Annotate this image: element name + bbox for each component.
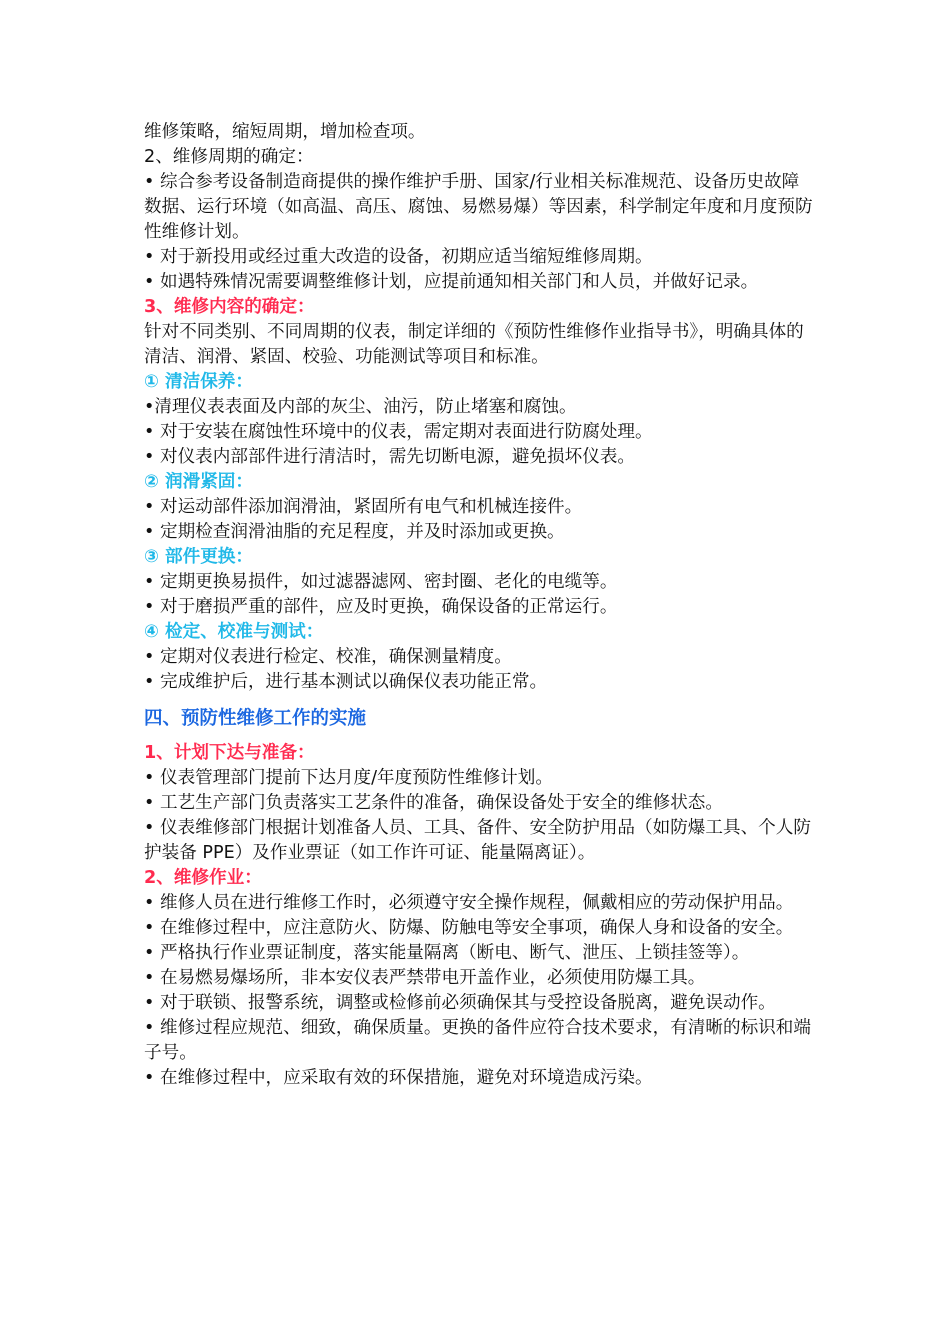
bullet-item: • 对于安装在腐蚀性环境中的仪表，需定期对表面进行防腐处理。: [144, 422, 653, 442]
document-page: [144, 120, 814, 1091]
bullet-item: • 定期对仪表进行检定、校准，确保测量精度。: [144, 647, 512, 667]
bullet-item: •清理仪表表面及内部的灰尘、油污，防止堵塞和腐蚀。: [144, 397, 577, 417]
subsection-heading-plan: 1、计划下达与准备：: [144, 743, 315, 763]
item-heading-calibration: ④ 检定、校准与测试：: [144, 622, 324, 642]
bullet-item: • 仪表维修部门根据计划准备人员、工具、备件、安全防护用品（如防爆工具、个人防护装备 PPE）及作业票证（如工作许可证、能量隔离证）。: [144, 818, 811, 863]
paragraph-text: 维修策略，缩短周期，增加检查项。: [144, 122, 426, 142]
bullet-item: • 定期检查润滑油脂的充足程度，并及时添加或更换。: [144, 522, 565, 542]
bullet-item: • 严格执行作业票证制度，落实能量隔离（断电、断气、泄压、上锁挂签等）。: [144, 943, 750, 963]
bullet-item: • 对于新投用或经过重大改造的设备，初期应适当缩短维修周期。: [144, 247, 653, 267]
paragraph-text: 针对不同类别、不同周期的仪表，制定详细的《预防性维修作业指导书》，明确具体的清洁、润滑、紧固、校验、功能测试等项目和标准。: [144, 322, 804, 367]
subsection-heading-work: 2、维修作业：: [144, 868, 262, 888]
bullet-item: • 对仪表内部部件进行清洁时，需先切断电源，避免损坏仪表。: [144, 447, 636, 467]
subsection-heading-maintenance-content: 3、维修内容的确定：: [144, 297, 315, 317]
bullet-item: • 维修过程应规范、细致，确保质量。更换的备件应符合技术要求，有清晰的标识和端子号。: [144, 1018, 811, 1063]
section-heading-implementation: 四、预防性维修工作的实施: [144, 708, 367, 729]
bullet-item: • 如遇特殊情况需要调整维修计划，应提前通知相关部门和人员，并做好记录。: [144, 272, 759, 292]
subsection-heading-maintenance-cycle: 2、维修周期的确定：: [144, 147, 314, 167]
item-heading-cleaning: ① 清洁保养：: [144, 372, 253, 392]
bullet-item: • 完成维护后，进行基本测试以确保仪表功能正常。: [144, 672, 548, 692]
bullet-item: • 综合参考设备制造商提供的操作维护手册、国家/行业相关标准规范、设备历史故障数据、运行环境（如高温、高压、腐蚀、易燃易爆）等因素，科学制定年度和月度预防性维修计划。: [144, 172, 813, 242]
bullet-item: • 在易燃易爆场所，非本安仪表严禁带电开盖作业，必须使用防爆工具。: [144, 968, 706, 988]
bullet-item: • 对运动部件添加润滑油，紧固所有电气和机械连接件。: [144, 497, 583, 517]
bullet-item: • 维修人员在进行维修工作时，必须遵守安全操作规程，佩戴相应的劳动保护用品。: [144, 893, 794, 913]
bullet-item: • 对于磨损严重的部件，应及时更换，确保设备的正常运行。: [144, 597, 618, 617]
bullet-item: • 对于联锁、报警系统，调整或检修前必须确保其与受控设备脱离，避免误动作。: [144, 993, 776, 1013]
bullet-item: • 定期更换易损件，如过滤器滤网、密封圈、老化的电缆等。: [144, 572, 618, 592]
bullet-item: • 在维修过程中，应注意防火、防爆、防触电等安全事项，确保人身和设备的安全。: [144, 918, 794, 938]
item-heading-replacement: ③ 部件更换：: [144, 547, 253, 567]
item-heading-lubrication: ② 润滑紧固：: [144, 472, 253, 492]
bullet-item: • 在维修过程中，应采取有效的环保措施，避免对环境造成污染。: [144, 1068, 653, 1088]
bullet-item: • 工艺生产部门负责落实工艺条件的准备，确保设备处于安全的维修状态。: [144, 793, 723, 813]
bullet-item: • 仪表管理部门提前下达月度/年度预防性维修计划。: [144, 768, 553, 788]
